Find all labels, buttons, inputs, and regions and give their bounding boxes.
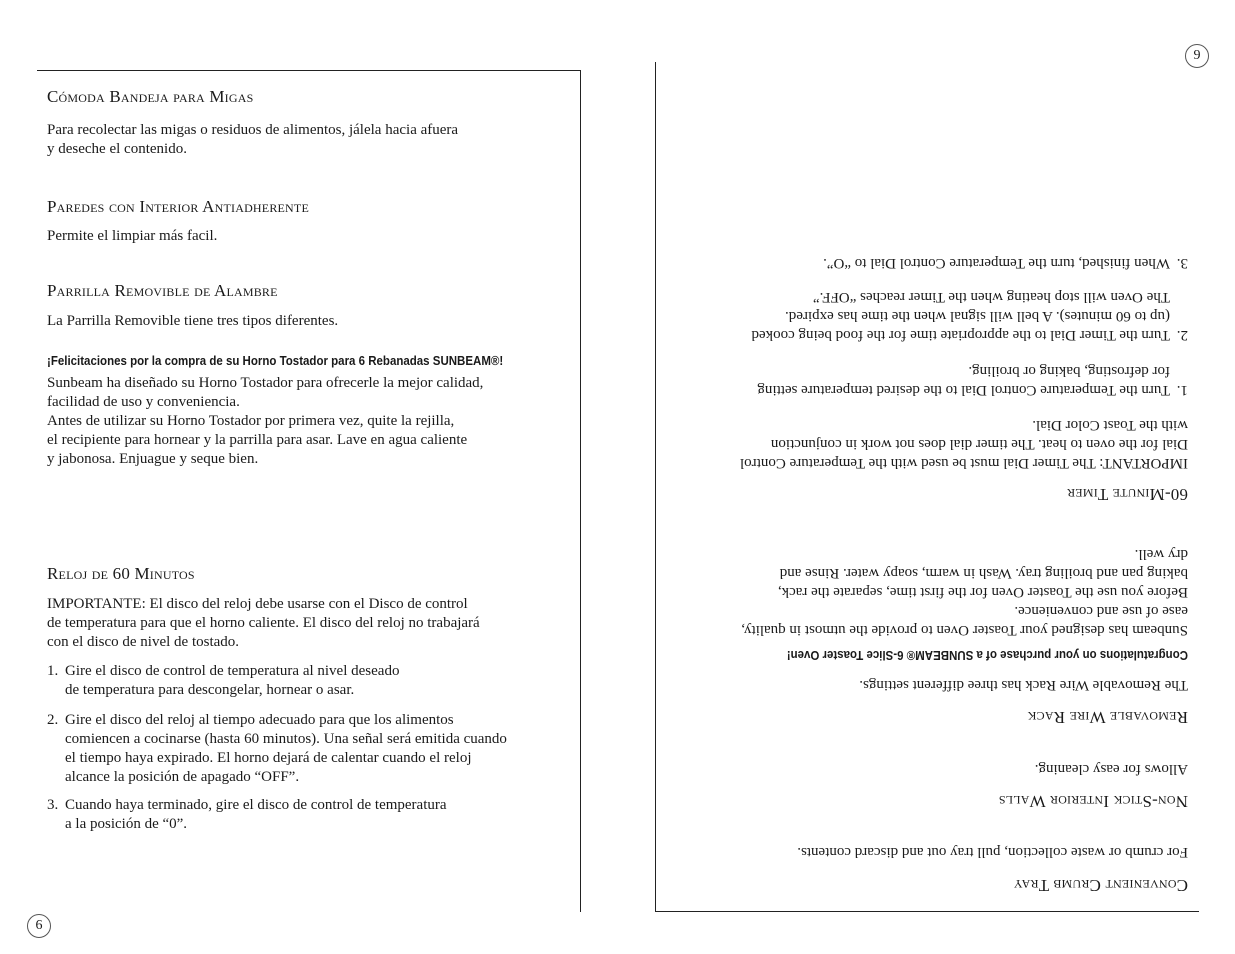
page-number: 9 [1185,44,1209,68]
wire-rack-text: The Removable Wire Rack has three different settings. [859,677,1188,693]
nonstick-heading: Paredes con Interior Antiadherente [47,197,309,216]
side-rule [655,62,656,912]
side-rule [580,70,581,912]
crumb-tray-heading: Convenient Crumb Tray [1013,876,1188,895]
timer-intro: IMPORTANT: The Timer Dial must be used with the Temperature Control Dial for the oven to heat. The timer dial does not work in conjunction with the Toast Color Dial. [739,417,1188,471]
nonstick-heading: Non-Stick Interior Walls [998,792,1188,811]
page-number: 6 [27,914,51,938]
crumb-tray-text: For crumb or waste collection, pull tray out and discard contents. [797,844,1188,860]
timer-heading: 60-Minute Timer [1066,485,1188,504]
congrats-text: Sunbeam ha diseñado su Horno Tostador para ofrecerle la mejor calidad, facilidad de uso y conveniencia. Antes de utilizar su Horno Tostador por primera vez, quite la rejilla, el recipiente para hornear y la parrilla para asar. Lave en agua caliente y jabonosa. Enjuague y seque bien. [47,375,484,467]
wire-rack-text: La Parrilla Removible tiene tres tipos diferentes. [47,313,339,329]
wire-rack-heading: Removable Wire Rack [1027,708,1188,727]
congrats-title: ¡Felicitaciones por la compra de su Horno Tostador para 6 Rebanadas SUNBEAM®! [47,354,504,368]
top-rule [655,911,1199,912]
congrats-text: Sunbeam has designed your Toaster Oven to provide the utmost in quality, ease of use and convenience. Before you use the Toaster Oven for the first time, separate the rack, baking pan and broiling tray. Wash in warm, soapy water. Rinse and dry well. [741,546,1188,638]
timer-heading: Reloj de 60 Minutos [47,564,195,583]
upside-down-content: Convenient Crumb Tray For crumb or waste collection, pull tray out and discard contents. Non-Stick Interior Walls Allows for easy cleaning. Removable Wire Rack The Removable Wire Rack has three different settings. Congratulations on your purchase of a SUNBEAM® 6-Slice Toaster Oven! Sunbeam has designed your Toaster Oven to provide the utmost in quality, ease of use and convenience. Before you use the Toaster Oven for the first time, separate the rack, baking pan and broiling tray. Wash in warm, soapy water. Rinse and dry well. 60-Minute Timer IMPORTANT: The Timer Dial must be used with the Temperature Control Dial for the oven to heat. The timer dial does not work in conjunction with the Toast Color Dial. 1. Turn the Temperature Control Dial to the desired temperature setting for defrosting, baking or broiling. 2. Turn the Timer Dial to the appropriate time for the food being cooked (up to 60 minutes). A bell will signal when the time has expired. The Oven will stop heating when the Timer reaches “OFF.” 3. When finished, turn the Temperature Control Dial to “O”. [654,62,1199,912]
right-page [618,0,1235,954]
top-rule [37,70,581,71]
nonstick-text: Allows for easy cleaning. [1034,761,1188,777]
congrats-title: Congratulations on your purchase of a SUNBEAM® 6-Slice Toaster Oven! [786,648,1188,662]
crumb-tray-text: Para recolectar las migas o residuos de alimentos, jálela hacia afuera y deseche el contenido. [47,122,459,157]
nonstick-text: Permite el limpiar más facil. [47,228,218,244]
wire-rack-heading: Parrilla Removible de Alambre [47,281,278,300]
timer-intro: IMPORTANTE: El disco del reloj debe usarse con el Disco de control de temperatura para que el horno caliente. El disco del reloj no trabajará con el disco de nivel de tostado. [47,596,480,650]
crumb-tray-heading: Cómoda Bandeja para Migas [47,87,254,106]
left-page: Cómoda Bandeja para Migas Para recolectar las migas o residuos de alimentos, jálela hacia afuera y deseche el contenido. Paredes con Interior Antiadherente Permite el limpiar más facil. Parrilla Removible de Alambre La Parrilla Removible tiene tres tipos diferentes. ¡Felicitaciones por la compra de su Horno Tostador para 6 Rebanadas SUNBEAM®! Sunbeam ha diseñado su Horno Tostador para ofrecerle la mejor calidad, facilidad de uso y conveniencia. Antes de utilizar su Horno Tostador por primera vez, quite la rejilla, el recipiente para hornear y la parrilla para asar. Lave en agua caliente y jabonosa. Enjuague y seque bien. Reloj de 60 Minutos IMPORTANTE: El disco del reloj debe usarse con el Disco de control de temperatura para que el horno caliente. El disco del reloj no trabajará con el disco de nivel de tostado. 1. Gire el disco de control de temperatura al nivel deseado de temperatura para descongelar, hornear o asar. 2. Gire el disco del reloj al tiempo adecuado para que los alimentos comiencen a cocinarse (hasta 60 minutos). Una señal será emitida cuando el tiempo haya expirado. El horno dejará de calentar cuando el reloj alcance la posición de apagado “OFF”. 3. Cuando haya terminado, gire el disco de control de temperatura a la posición de “0”. 6 [0,0,618,954]
